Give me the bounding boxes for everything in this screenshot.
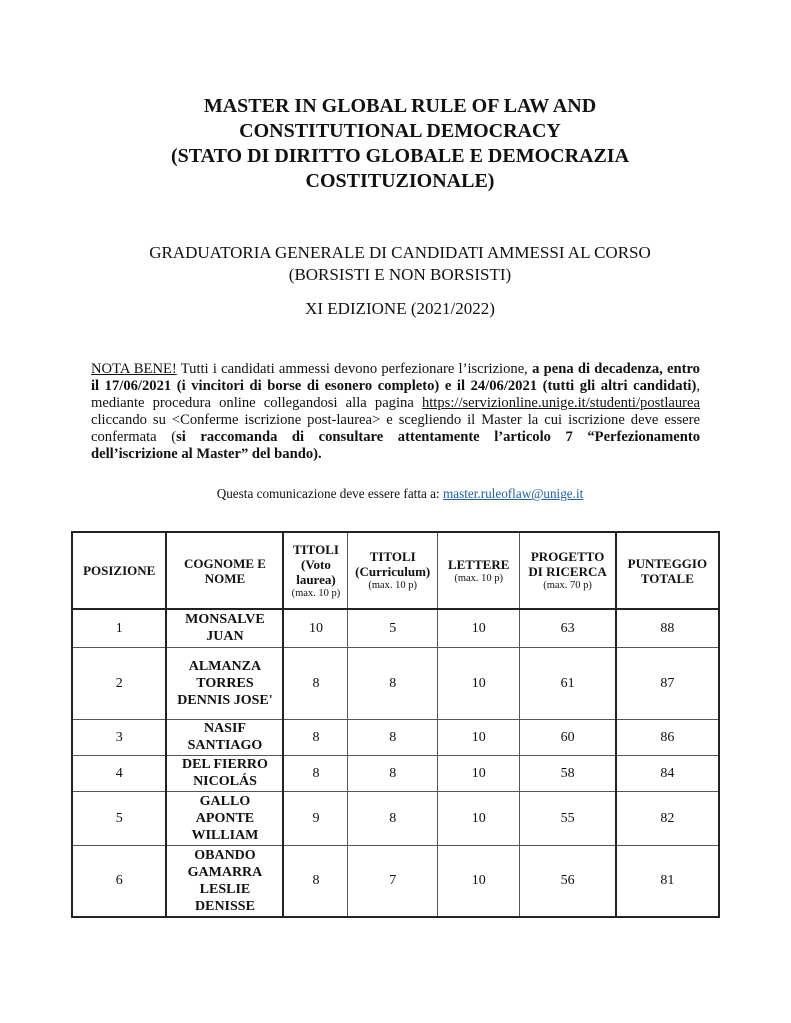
- cell-voto: 10: [283, 609, 347, 647]
- cell-pos: 5: [72, 791, 166, 845]
- cell-pos: 2: [72, 647, 166, 719]
- contact-line: [90, 485, 710, 502]
- cell-pos: 1: [72, 609, 166, 647]
- header-progetto-max: (max. 70 p): [543, 580, 592, 591]
- header-voto: [283, 532, 347, 609]
- cell-lettere: 10: [437, 609, 519, 647]
- contact-text: Questa comunicazione deve essere fatta a:: [216, 486, 443, 501]
- header-curriculum-max: (max. 10 p): [368, 580, 418, 591]
- cell-name: MONSALVE JUAN: [166, 609, 283, 647]
- cell-pos: 6: [72, 845, 166, 917]
- cell-progetto: 63: [520, 609, 616, 647]
- document-subtitle: [90, 242, 710, 286]
- cell-progetto: 56: [520, 845, 616, 917]
- cell-name: OBANDO GAMARRA LESLIE DENISSE: [166, 845, 283, 917]
- contact-email-link[interactable]: master.ruleoflaw@unige.it: [442, 486, 584, 501]
- cell-voto: 9: [283, 791, 347, 845]
- table-row: [72, 791, 719, 845]
- header-voto-label: TITOLI (Voto laurea): [292, 541, 339, 587]
- cell-totale: 84: [616, 755, 719, 791]
- title-line: MASTER IN GLOBAL RULE OF LAW AND: [203, 95, 597, 117]
- subtitle-line: (BORSISTI E NON BORSISTI): [288, 265, 512, 284]
- cell-totale: 88: [616, 609, 719, 647]
- cell-progetto: 60: [520, 719, 616, 755]
- header-lettere-max: (max. 10 p): [454, 572, 504, 584]
- header-totale: PUNTEGGIO TOTALE: [616, 532, 719, 609]
- header-posizione: POSIZIONE: [72, 532, 166, 609]
- cell-totale: 81: [616, 845, 719, 917]
- table-row: [72, 609, 719, 647]
- notice-recommendation: si raccomanda di consultare attentamente l’articolo 7 “Perfezionamento dell’iscrizione al Master” del bando).: [91, 429, 701, 462]
- ranking-table: [71, 531, 720, 918]
- cell-lettere: 10: [437, 647, 519, 719]
- cell-name: NASIF SANTIAGO: [166, 719, 283, 755]
- cell-totale: 87: [616, 647, 719, 719]
- cell-voto: 8: [283, 647, 347, 719]
- cell-curriculum: 8: [348, 791, 438, 845]
- header-curriculum: [348, 532, 438, 609]
- cell-progetto: 61: [520, 647, 616, 719]
- header-progetto: [520, 532, 616, 609]
- cell-name: GALLO APONTE WILLIAM: [166, 791, 283, 845]
- cell-curriculum: 8: [348, 719, 438, 755]
- header-lettere-label: LETTERE: [447, 556, 510, 572]
- table-row: [72, 647, 719, 719]
- cell-lettere: 10: [437, 845, 519, 917]
- table-row: [72, 845, 719, 917]
- header-voto-max: (max. 10 p): [291, 587, 341, 599]
- document-title: [90, 94, 710, 194]
- cell-name: ALMANZA TORRES DENNIS JOSE': [166, 647, 283, 719]
- cell-progetto: 58: [520, 755, 616, 791]
- cell-voto: 8: [283, 845, 347, 917]
- table-header-row: [72, 532, 719, 609]
- cell-curriculum: 8: [348, 755, 438, 791]
- cell-progetto: 55: [520, 791, 616, 845]
- cell-totale: 82: [616, 791, 719, 845]
- table-row: [72, 755, 719, 791]
- cell-pos: 4: [72, 755, 166, 791]
- enrollment-link[interactable]: https://servizionline.unige.it/studenti/postlaurea: [421, 395, 700, 411]
- cell-lettere: 10: [437, 719, 519, 755]
- cell-curriculum: 5: [348, 609, 438, 647]
- title-line: COSTITUZIONALE): [305, 170, 495, 192]
- header-progetto-label: PROGETTO DI RICERCA: [528, 549, 607, 579]
- subtitle-line: GRADUATORIA GENERALE DI CANDIDATI AMMESSI AL CORSO: [149, 243, 651, 262]
- edition-label: XI EDIZIONE (2021/2022): [305, 299, 495, 318]
- cell-totale: 86: [616, 719, 719, 755]
- cell-pos: 3: [72, 719, 166, 755]
- notice-text: , mediante procedura online collegandosi alla pagina: [91, 378, 700, 411]
- table-row: [72, 719, 719, 755]
- cell-name: DEL FIERRO NICOLÁS: [166, 755, 283, 791]
- notice-label: NOTA BENE!: [91, 361, 177, 377]
- header-nome: COGNOME E NOME: [166, 532, 283, 609]
- title-line: CONSTITUTIONAL DEMOCRACY: [239, 120, 561, 142]
- header-lettere: [437, 532, 519, 609]
- cell-lettere: 10: [437, 755, 519, 791]
- cell-curriculum: 7: [348, 845, 438, 917]
- cell-curriculum: 8: [348, 647, 438, 719]
- notice-deadline: a pena di decadenza, entro il 17/06/2021 (i vincitori di borse di esonero completo) e il 24/06/2021 (tutti gli altri candidati): [91, 361, 700, 394]
- title-line: (STATO DI DIRITTO GLOBALE E DEMOCRAZIA: [170, 145, 630, 167]
- notice-text: Tutti i candidati ammessi devono perfezionare l’iscrizione,: [176, 361, 533, 377]
- cell-lettere: 10: [437, 791, 519, 845]
- cell-voto: 8: [283, 755, 347, 791]
- notice-paragraph: [91, 361, 700, 463]
- notice-text: cliccando su <Conferme iscrizione post-laurea> e scegliendo il Master la cui iscrizione deve essere confermata (: [91, 412, 700, 445]
- cell-voto: 8: [283, 719, 347, 755]
- header-curriculum-label: TITOLI (Curriculum): [355, 549, 431, 579]
